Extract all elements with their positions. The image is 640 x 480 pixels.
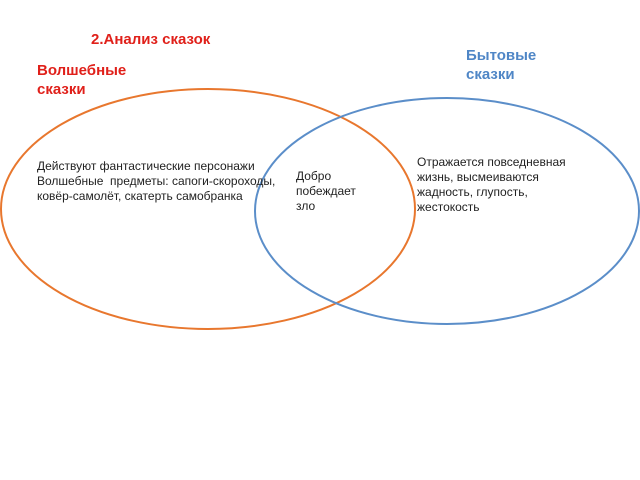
right-circle-text: Отражается повседневная жизнь, высмеиваются жадность, глупость, жестокость <box>417 155 566 214</box>
slide-title: 2.Анализ сказок <box>91 31 211 48</box>
left-circle-text: Действуют фантастические персонажи Волшебные предметы: сапоги-скороходы, ковёр-самолёт, скатерть самобранка <box>37 159 276 203</box>
right-circle-heading: Бытовые сказки <box>466 47 537 83</box>
left-circle-heading: Волшебные сказки <box>37 62 127 98</box>
intersection-text: Добро побеждает зло <box>296 169 356 213</box>
